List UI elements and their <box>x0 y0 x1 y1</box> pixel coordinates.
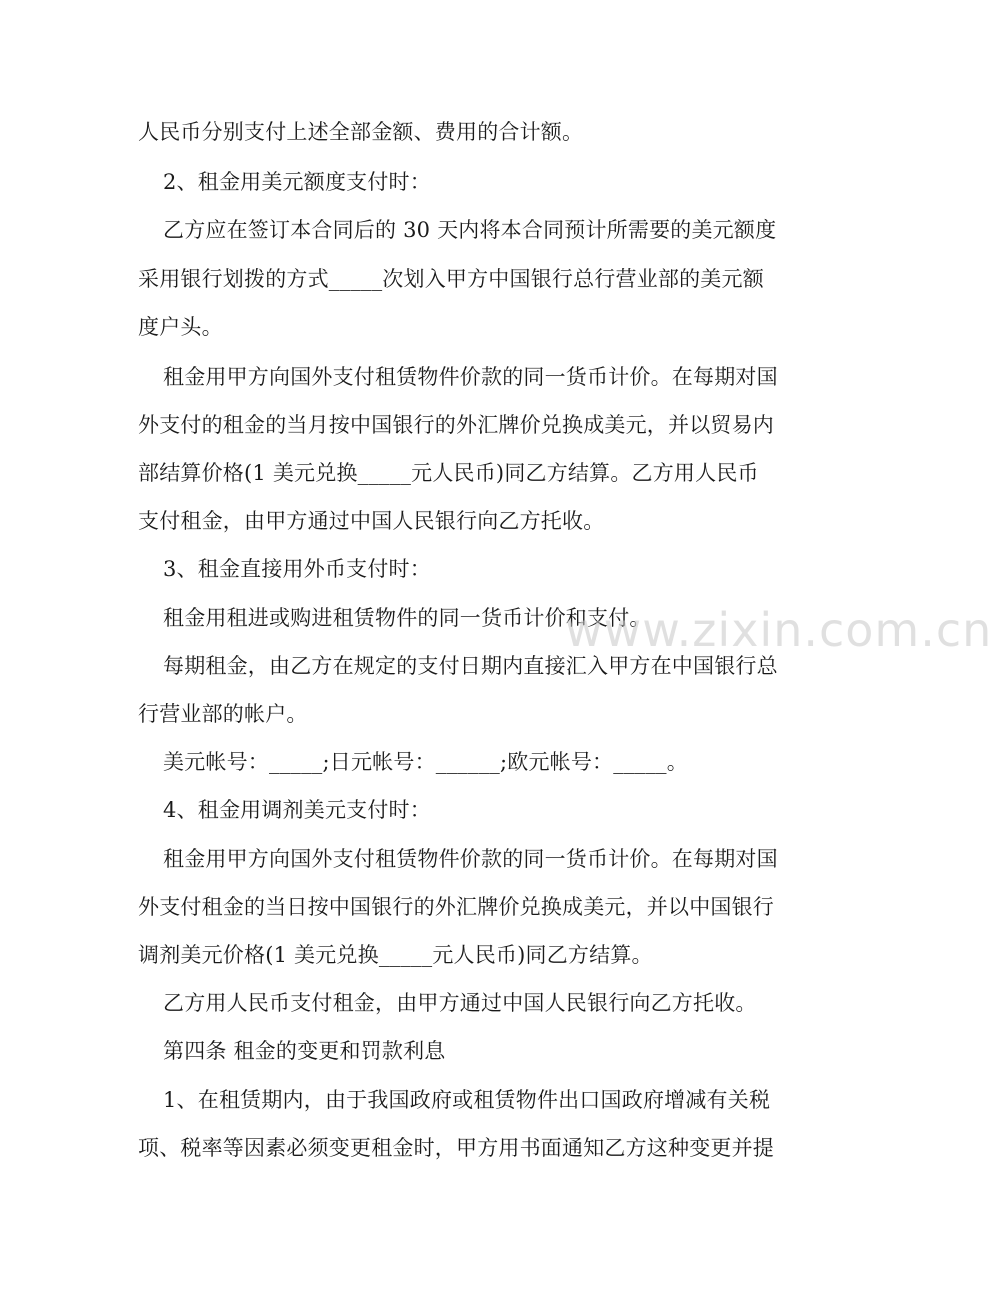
text-line: 租金用甲方向国外支付租赁物件价款的同一货币计价。在每期对国 <box>163 847 778 871</box>
text-line: 度户头。 <box>138 315 223 339</box>
section-heading: 2、租金用美元额度支付时： <box>163 170 431 194</box>
text-line: 租金用租进或购进租赁物件的同一货币计价和支付。 <box>163 606 651 630</box>
watermark: www.zixin.com.cn <box>565 603 992 657</box>
text-line: 乙方应在签订本合同后的 30 天内将本合同预计所需要的美元额度 <box>163 218 777 242</box>
account-numbers-line: 美元帐号：_____;日元帐号：______;欧元帐号：_____。 <box>163 750 688 774</box>
text-line: 外支付的租金的当月按中国银行的外汇牌价兑换成美元，并以贸易内 <box>138 413 774 437</box>
text-line: 行营业部的帐户。 <box>138 702 308 726</box>
text-line: 乙方用人民币支付租金，由甲方通过中国人民银行向乙方托收。 <box>163 991 757 1015</box>
text-line: 租金用甲方向国外支付租赁物件价款的同一货币计价。在每期对国 <box>163 365 778 389</box>
text-line: 部结算价格(1 美元兑换_____元人民币)同乙方结算。乙方用人民币 <box>138 461 759 485</box>
section-heading: 4、租金用调剂美元支付时： <box>163 798 431 822</box>
text-line: 采用银行划拨的方式_____次划入甲方中国银行总行营业部的美元额 <box>138 267 764 291</box>
text-line: 调剂美元价格(1 美元兑换_____元人民币)同乙方结算。 <box>138 943 653 967</box>
text-line: 外支付租金的当日按中国银行的外汇牌价兑换成美元，并以中国银行 <box>138 895 774 919</box>
section-heading: 3、租金直接用外币支付时： <box>163 557 431 581</box>
text-line: 项、税率等因素必须变更租金时，甲方用书面通知乙方这种变更并提 <box>138 1136 774 1160</box>
text-line: 1、在租赁期内，由于我国政府或租赁物件出口国政府增减有关税 <box>163 1088 771 1112</box>
text-line: 人民币分别支付上述全部金额、费用的合计额。 <box>138 120 584 144</box>
article-heading: 第四条 租金的变更和罚款利息 <box>163 1039 446 1063</box>
text-line: 每期租金，由乙方在规定的支付日期内直接汇入甲方在中国银行总 <box>163 654 778 678</box>
text-line: 支付租金，由甲方通过中国人民银行向乙方托收。 <box>138 509 605 533</box>
